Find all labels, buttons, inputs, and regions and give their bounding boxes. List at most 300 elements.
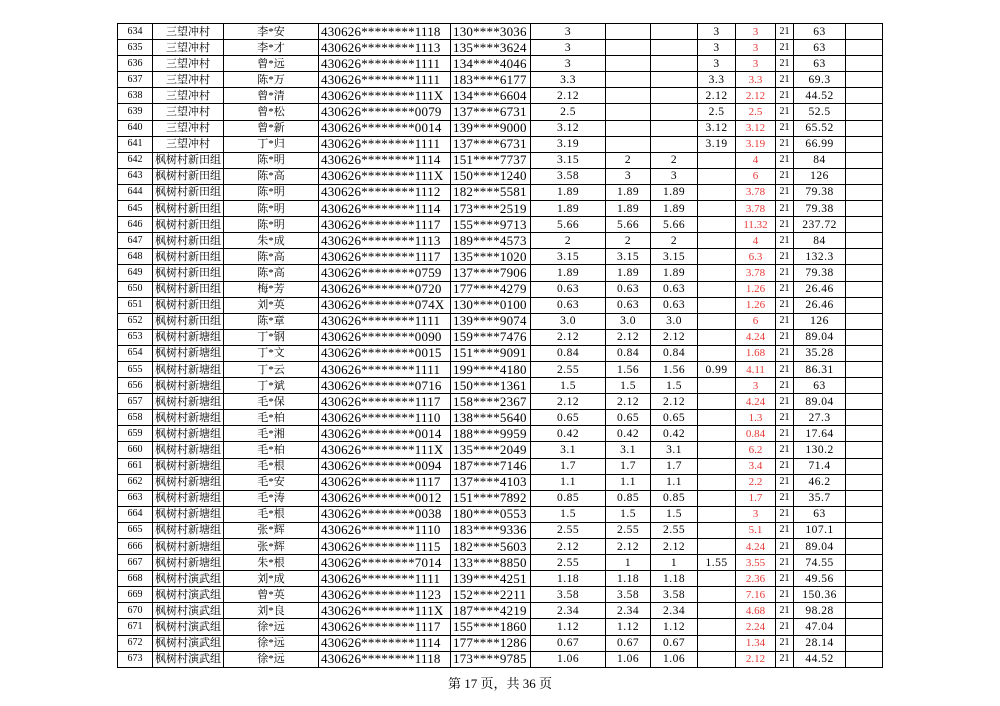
cell-value-b: 2 — [606, 233, 651, 249]
table-row — [118, 233, 883, 249]
cell-value-b — [606, 136, 651, 152]
table-row — [118, 571, 883, 587]
cell-village: 枫树村新田组 — [153, 313, 224, 329]
cell-value-c: 0.84 — [651, 345, 698, 361]
cell-highlight-value: 4 — [736, 233, 776, 249]
cell-remark — [846, 474, 883, 490]
cell-phone: 182****5581 — [451, 184, 531, 200]
cell-village: 枫树村新塘组 — [153, 394, 224, 410]
cell-highlight-value: 3.4 — [736, 458, 776, 474]
cell-phone: 137****6731 — [451, 104, 531, 120]
cell-name: 丁*归 — [224, 136, 319, 152]
cell-id-number: 430626********1123 — [319, 587, 451, 603]
cell-highlight-value: 4.11 — [736, 361, 776, 377]
cell-value-b: 2 — [606, 152, 651, 168]
cell-amount: 84 — [794, 233, 846, 249]
cell-name: 毛*涛 — [224, 490, 319, 506]
table-row — [118, 394, 883, 410]
cell-value-a: 3.58 — [531, 168, 606, 184]
table-row — [118, 40, 883, 56]
cell-value-a: 1.18 — [531, 571, 606, 587]
cell-remark — [846, 522, 883, 538]
cell-name: 毛*柏 — [224, 442, 319, 458]
cell-value-c: 3.58 — [651, 587, 698, 603]
cell-remark — [846, 458, 883, 474]
table-row — [118, 313, 883, 329]
cell-value-b: 1.18 — [606, 571, 651, 587]
cell-village: 枫树村新田组 — [153, 184, 224, 200]
cell-name: 刘*英 — [224, 297, 319, 313]
cell-amount: 126 — [794, 313, 846, 329]
cell-name: 毛*根 — [224, 506, 319, 522]
cell-index: 643 — [118, 168, 153, 184]
cell-phone: 137****7906 — [451, 265, 531, 281]
cell-highlight-value: 2.24 — [736, 619, 776, 635]
cell-highlight-value: 3.19 — [736, 136, 776, 152]
cell-id-number: 430626********111X — [319, 603, 451, 619]
cell-phone: 187****4219 — [451, 603, 531, 619]
cell-highlight-value: 6.2 — [736, 442, 776, 458]
cell-index: 646 — [118, 217, 153, 233]
cell-rate: 21 — [776, 394, 794, 410]
table-row — [118, 635, 883, 651]
cell-value-b: 1.5 — [606, 506, 651, 522]
cell-id-number: 430626********0015 — [319, 345, 451, 361]
cell-phone: 138****5640 — [451, 410, 531, 426]
cell-value-a: 0.65 — [531, 410, 606, 426]
cell-value-a: 3.0 — [531, 313, 606, 329]
cell-amount: 44.52 — [794, 88, 846, 104]
cell-value-d — [698, 201, 736, 217]
cell-amount: 130.2 — [794, 442, 846, 458]
cell-value-b — [606, 56, 651, 72]
cell-value-b: 0.65 — [606, 410, 651, 426]
cell-id-number: 430626********111X — [319, 442, 451, 458]
cell-value-d — [698, 233, 736, 249]
cell-village: 枫树村新塘组 — [153, 522, 224, 538]
cell-village: 三望冲村 — [153, 104, 224, 120]
cell-value-a: 3.1 — [531, 442, 606, 458]
cell-name: 张*辉 — [224, 522, 319, 538]
cell-value-d — [698, 184, 736, 200]
cell-value-c: 0.67 — [651, 635, 698, 651]
cell-value-c: 0.65 — [651, 410, 698, 426]
cell-phone: 135****1020 — [451, 249, 531, 265]
cell-highlight-value: 4.24 — [736, 539, 776, 555]
cell-value-d — [698, 474, 736, 490]
cell-value-d: 3 — [698, 40, 736, 56]
cell-name: 曾*远 — [224, 56, 319, 72]
cell-name: 毛*柏 — [224, 410, 319, 426]
cell-amount: 47.04 — [794, 619, 846, 635]
cell-phone: 183****9336 — [451, 522, 531, 538]
cell-id-number: 430626********1110 — [319, 410, 451, 426]
cell-name: 丁*斌 — [224, 378, 319, 394]
cell-name: 毛*湘 — [224, 426, 319, 442]
cell-index: 669 — [118, 587, 153, 603]
cell-value-c: 3.0 — [651, 313, 698, 329]
cell-index: 641 — [118, 136, 153, 152]
cell-id-number: 430626********1118 — [319, 651, 451, 667]
cell-rate: 21 — [776, 297, 794, 313]
cell-remark — [846, 603, 883, 619]
cell-amount: 44.52 — [794, 651, 846, 667]
cell-remark — [846, 136, 883, 152]
cell-remark — [846, 297, 883, 313]
cell-highlight-value: 4.24 — [736, 329, 776, 345]
cell-phone: 187****7146 — [451, 458, 531, 474]
cell-village: 枫树村新塘组 — [153, 490, 224, 506]
cell-id-number: 430626********1117 — [319, 619, 451, 635]
cell-amount: 79.38 — [794, 184, 846, 200]
cell-value-a: 2.34 — [531, 603, 606, 619]
table-row — [118, 56, 883, 72]
cell-value-d — [698, 410, 736, 426]
table-row — [118, 378, 883, 394]
cell-value-d — [698, 587, 736, 603]
cell-index: 636 — [118, 56, 153, 72]
cell-name: 陈*章 — [224, 313, 319, 329]
cell-id-number: 430626********0090 — [319, 329, 451, 345]
cell-value-d — [698, 281, 736, 297]
cell-name: 毛*根 — [224, 458, 319, 474]
cell-value-a: 1.7 — [531, 458, 606, 474]
cell-index: 644 — [118, 184, 153, 200]
cell-village: 枫树村新田组 — [153, 168, 224, 184]
cell-id-number: 430626********111X — [319, 88, 451, 104]
cell-id-number: 430626********111X — [319, 168, 451, 184]
cell-index: 649 — [118, 265, 153, 281]
cell-highlight-value: 4.68 — [736, 603, 776, 619]
cell-highlight-value: 0.84 — [736, 426, 776, 442]
cell-id-number: 430626********0014 — [319, 120, 451, 136]
cell-value-c: 2 — [651, 152, 698, 168]
cell-amount: 84 — [794, 152, 846, 168]
cell-value-a: 0.63 — [531, 297, 606, 313]
cell-value-c: 1.89 — [651, 201, 698, 217]
cell-village: 三望冲村 — [153, 72, 224, 88]
cell-value-a: 1.89 — [531, 184, 606, 200]
cell-value-a: 0.63 — [531, 281, 606, 297]
cell-value-c — [651, 24, 698, 40]
cell-value-d — [698, 651, 736, 667]
cell-name: 曾*清 — [224, 88, 319, 104]
table-row — [118, 490, 883, 506]
cell-highlight-value: 5.1 — [736, 522, 776, 538]
cell-phone: 151****9091 — [451, 345, 531, 361]
cell-value-d: 0.99 — [698, 361, 736, 377]
cell-rate: 21 — [776, 506, 794, 522]
cell-village: 枫树村新田组 — [153, 201, 224, 217]
cell-value-d — [698, 458, 736, 474]
cell-name: 朱*成 — [224, 233, 319, 249]
cell-id-number: 430626********1115 — [319, 539, 451, 555]
cell-value-d: 3 — [698, 56, 736, 72]
cell-value-d — [698, 313, 736, 329]
cell-value-d — [698, 345, 736, 361]
cell-value-c: 0.42 — [651, 426, 698, 442]
cell-value-b: 0.85 — [606, 490, 651, 506]
cell-value-c: 5.66 — [651, 217, 698, 233]
cell-remark — [846, 394, 883, 410]
cell-remark — [846, 619, 883, 635]
cell-village: 枫树村新塘组 — [153, 506, 224, 522]
cell-highlight-value: 6 — [736, 168, 776, 184]
cell-value-c: 2.12 — [651, 394, 698, 410]
cell-remark — [846, 329, 883, 345]
cell-highlight-value: 2.5 — [736, 104, 776, 120]
cell-value-c: 3.15 — [651, 249, 698, 265]
cell-remark — [846, 506, 883, 522]
cell-index: 635 — [118, 40, 153, 56]
cell-village: 枫树村演武组 — [153, 619, 224, 635]
cell-value-b: 3.1 — [606, 442, 651, 458]
cell-id-number: 430626********0759 — [319, 265, 451, 281]
cell-id-number: 430626********1117 — [319, 217, 451, 233]
cell-value-a: 1.5 — [531, 506, 606, 522]
cell-value-d — [698, 217, 736, 233]
cell-name: 曾*英 — [224, 587, 319, 603]
cell-rate: 21 — [776, 184, 794, 200]
cell-phone: 199****4180 — [451, 361, 531, 377]
cell-value-b — [606, 72, 651, 88]
cell-id-number: 430626********1114 — [319, 635, 451, 651]
cell-phone: 182****5603 — [451, 539, 531, 555]
table-row — [118, 184, 883, 200]
cell-value-d: 3.19 — [698, 136, 736, 152]
cell-value-b: 0.63 — [606, 297, 651, 313]
cell-remark — [846, 104, 883, 120]
cell-id-number: 430626********1113 — [319, 233, 451, 249]
table-row — [118, 522, 883, 538]
cell-index: 640 — [118, 120, 153, 136]
cell-remark — [846, 410, 883, 426]
cell-highlight-value: 2.36 — [736, 571, 776, 587]
cell-highlight-value: 1.7 — [736, 490, 776, 506]
table-row — [118, 506, 883, 522]
table-row — [118, 104, 883, 120]
cell-highlight-value: 7.16 — [736, 587, 776, 603]
cell-rate: 21 — [776, 281, 794, 297]
cell-value-a: 0.85 — [531, 490, 606, 506]
cell-village: 枫树村演武组 — [153, 587, 224, 603]
cell-phone: 155****9713 — [451, 217, 531, 233]
cell-value-b: 5.66 — [606, 217, 651, 233]
cell-amount: 69.3 — [794, 72, 846, 88]
cell-id-number: 430626********7014 — [319, 555, 451, 571]
cell-amount: 98.28 — [794, 603, 846, 619]
cell-phone: 137****6731 — [451, 136, 531, 152]
cell-value-b: 1 — [606, 555, 651, 571]
cell-index: 638 — [118, 88, 153, 104]
cell-index: 673 — [118, 651, 153, 667]
cell-value-a: 3 — [531, 40, 606, 56]
cell-amount: 126 — [794, 168, 846, 184]
cell-index: 650 — [118, 281, 153, 297]
cell-index: 634 — [118, 24, 153, 40]
cell-phone: 134****6604 — [451, 88, 531, 104]
cell-highlight-value: 4 — [736, 152, 776, 168]
cell-remark — [846, 361, 883, 377]
cell-id-number: 430626********0012 — [319, 490, 451, 506]
cell-value-a: 3 — [531, 24, 606, 40]
cell-id-number: 430626********1118 — [319, 24, 451, 40]
cell-value-d — [698, 265, 736, 281]
cell-value-b — [606, 104, 651, 120]
cell-amount: 65.52 — [794, 120, 846, 136]
cell-rate: 21 — [776, 603, 794, 619]
cell-index: 664 — [118, 506, 153, 522]
cell-remark — [846, 184, 883, 200]
cell-remark — [846, 635, 883, 651]
cell-village: 枫树村新田组 — [153, 233, 224, 249]
cell-remark — [846, 555, 883, 571]
page-number-footer: 第 17 页，共 36 页 — [447, 676, 552, 691]
cell-name: 李*安 — [224, 24, 319, 40]
cell-value-d: 2.5 — [698, 104, 736, 120]
cell-highlight-value: 3.78 — [736, 265, 776, 281]
cell-value-a: 2.55 — [531, 361, 606, 377]
cell-index: 660 — [118, 442, 153, 458]
cell-index: 645 — [118, 201, 153, 217]
cell-index: 668 — [118, 571, 153, 587]
table-row — [118, 539, 883, 555]
cell-rate: 21 — [776, 249, 794, 265]
cell-remark — [846, 442, 883, 458]
cell-value-a: 3.58 — [531, 587, 606, 603]
cell-id-number: 430626********1113 — [319, 40, 451, 56]
cell-highlight-value: 3.55 — [736, 555, 776, 571]
cell-index: 661 — [118, 458, 153, 474]
cell-amount: 49.56 — [794, 571, 846, 587]
cell-phone: 151****7892 — [451, 490, 531, 506]
table-row — [118, 88, 883, 104]
cell-value-c: 1.5 — [651, 378, 698, 394]
cell-phone: 188****9959 — [451, 426, 531, 442]
table-row — [118, 249, 883, 265]
cell-index: 648 — [118, 249, 153, 265]
cell-village: 三望冲村 — [153, 40, 224, 56]
cell-rate: 21 — [776, 410, 794, 426]
cell-phone: 158****2367 — [451, 394, 531, 410]
cell-value-c: 2.55 — [651, 522, 698, 538]
cell-rate: 21 — [776, 88, 794, 104]
cell-value-a: 2 — [531, 233, 606, 249]
cell-value-c — [651, 88, 698, 104]
cell-amount: 79.38 — [794, 201, 846, 217]
cell-name: 陈*明 — [224, 152, 319, 168]
cell-value-b: 1.56 — [606, 361, 651, 377]
cell-rate: 21 — [776, 426, 794, 442]
cell-id-number: 430626********1117 — [319, 249, 451, 265]
cell-id-number: 430626********1111 — [319, 72, 451, 88]
cell-value-a: 0.42 — [531, 426, 606, 442]
cell-name: 陈*高 — [224, 168, 319, 184]
cell-id-number: 430626********0716 — [319, 378, 451, 394]
cell-rate: 21 — [776, 168, 794, 184]
cell-value-a: 1.89 — [531, 265, 606, 281]
cell-value-c: 1.18 — [651, 571, 698, 587]
cell-village: 枫树村新塘组 — [153, 442, 224, 458]
cell-phone: 173****9785 — [451, 651, 531, 667]
cell-village: 枫树村演武组 — [153, 571, 224, 587]
cell-id-number: 430626********0094 — [319, 458, 451, 474]
cell-value-d — [698, 329, 736, 345]
cell-value-d — [698, 297, 736, 313]
cell-remark — [846, 378, 883, 394]
cell-remark — [846, 587, 883, 603]
cell-value-d — [698, 168, 736, 184]
cell-name: 毛*保 — [224, 394, 319, 410]
cell-value-b: 2.34 — [606, 603, 651, 619]
cell-village: 枫树村新塘组 — [153, 329, 224, 345]
cell-phone: 159****7476 — [451, 329, 531, 345]
cell-id-number: 430626********1111 — [319, 571, 451, 587]
cell-value-b: 2.12 — [606, 539, 651, 555]
cell-amount: 46.2 — [794, 474, 846, 490]
cell-id-number: 430626********1111 — [319, 56, 451, 72]
cell-amount: 89.04 — [794, 539, 846, 555]
cell-value-b — [606, 40, 651, 56]
cell-remark — [846, 490, 883, 506]
cell-phone: 177****1286 — [451, 635, 531, 651]
cell-value-a: 3.3 — [531, 72, 606, 88]
cell-value-b: 1.5 — [606, 378, 651, 394]
cell-village: 枫树村新田组 — [153, 265, 224, 281]
cell-value-c: 1.06 — [651, 651, 698, 667]
cell-village: 枫树村新塘组 — [153, 539, 224, 555]
cell-amount: 63 — [794, 24, 846, 40]
table-row — [118, 168, 883, 184]
cell-remark — [846, 571, 883, 587]
cell-index: 642 — [118, 152, 153, 168]
cell-index: 657 — [118, 394, 153, 410]
cell-rate: 21 — [776, 329, 794, 345]
cell-value-a: 1.5 — [531, 378, 606, 394]
cell-amount: 26.46 — [794, 281, 846, 297]
cell-index: 667 — [118, 555, 153, 571]
cell-value-c: 1.7 — [651, 458, 698, 474]
cell-rate: 21 — [776, 56, 794, 72]
cell-index: 666 — [118, 539, 153, 555]
cell-highlight-value: 1.68 — [736, 345, 776, 361]
cell-name: 刘*良 — [224, 603, 319, 619]
cell-village: 三望冲村 — [153, 120, 224, 136]
cell-value-a: 3.12 — [531, 120, 606, 136]
cell-phone: 135****3624 — [451, 40, 531, 56]
cell-remark — [846, 426, 883, 442]
cell-value-c — [651, 136, 698, 152]
cell-value-b: 0.67 — [606, 635, 651, 651]
cell-highlight-value: 6 — [736, 313, 776, 329]
cell-remark — [846, 88, 883, 104]
cell-index: 654 — [118, 345, 153, 361]
cell-value-c: 3 — [651, 168, 698, 184]
table-row — [118, 651, 883, 667]
cell-village: 枫树村演武组 — [153, 635, 224, 651]
cell-value-a: 3.19 — [531, 136, 606, 152]
cell-id-number: 430626********1111 — [319, 136, 451, 152]
cell-remark — [846, 217, 883, 233]
cell-amount: 28.14 — [794, 635, 846, 651]
cell-rate: 21 — [776, 120, 794, 136]
cell-remark — [846, 345, 883, 361]
cell-value-a: 2.12 — [531, 394, 606, 410]
cell-rate: 21 — [776, 651, 794, 667]
cell-value-d — [698, 635, 736, 651]
cell-amount: 63 — [794, 40, 846, 56]
cell-phone: 173****2519 — [451, 201, 531, 217]
